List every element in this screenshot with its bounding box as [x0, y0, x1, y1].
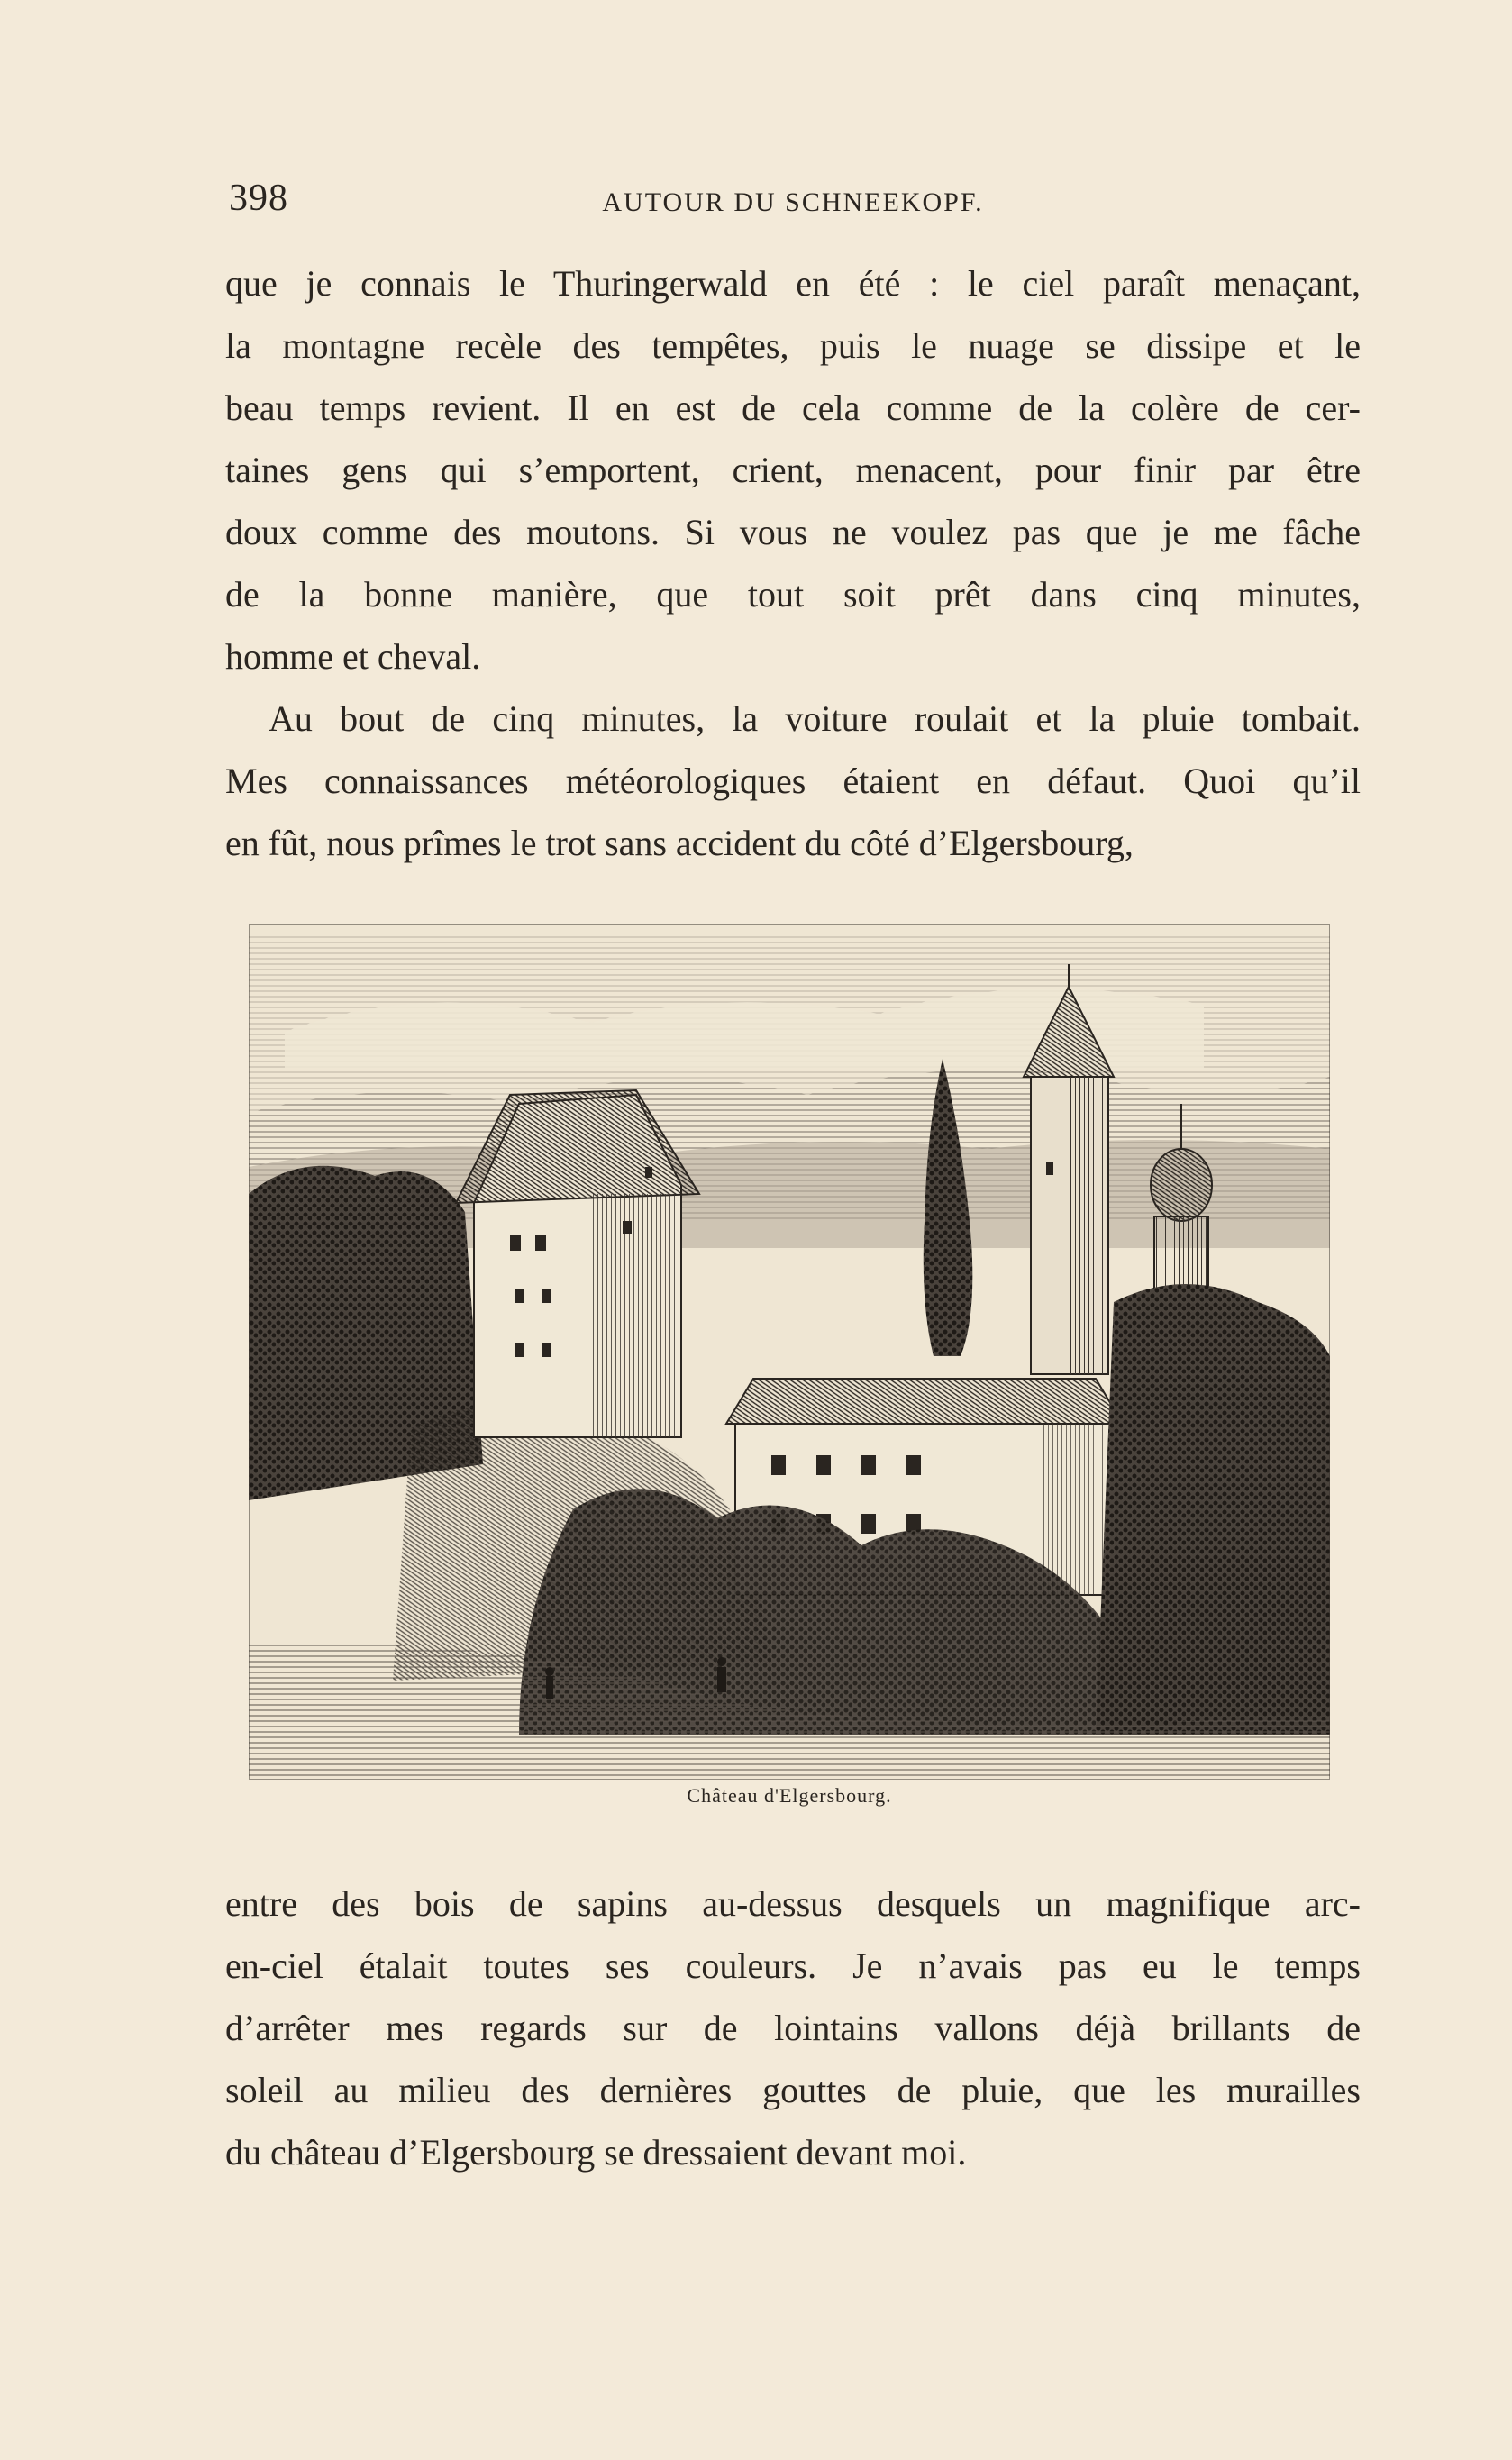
text-line: du château d’Elgersbourg se dressaient devant moi.: [225, 2132, 967, 2173]
text-line: Mes connaissances météorologiques étaient en défaut. Quoi qu’il: [225, 761, 1361, 801]
text-line: d’arrêter mes regards sur de lointains vallons déjà brillants de: [225, 2008, 1361, 2048]
page-header: [225, 177, 1361, 222]
text-line: entre des bois de sapins au-dessus desquels un magnifique arc-: [225, 1883, 1361, 1924]
text-line: soleil au milieu des dernières gouttes de pluie, que les murailles: [225, 2070, 1361, 2110]
paragraph: [225, 252, 1361, 688]
text-block-top: [225, 252, 1361, 874]
page-number: 398: [229, 178, 288, 219]
illustration-caption: Château d'Elgersbourg.: [687, 1784, 892, 1807]
text-line: la montagne recèle des tempêtes, puis le nuage se dissipe et le: [225, 325, 1361, 366]
text-line: de la bonne manière, que tout soit prêt dans cinq minutes,: [225, 574, 1361, 615]
chateau-engraving: [249, 924, 1330, 1780]
text-line: beau temps revient. Il en est de cela comme de la colère de cer-: [225, 387, 1361, 428]
text-line: Au bout de cinq minutes, la voiture roulait et la pluie tombait.: [269, 698, 1361, 739]
text-line: que je connais le Thuringerwald en été : le ciel paraît menaçant,: [225, 263, 1361, 304]
text-line: en fût, nous prîmes le trot sans accident du côté d’Elgersbourg,: [225, 823, 1134, 863]
text-line: homme et cheval.: [225, 636, 481, 677]
text-line: doux comme des moutons. Si vous ne voulez pas que je me fâche: [225, 512, 1361, 552]
text-block-bottom: [225, 1872, 1361, 2183]
running-title: AUTOUR DU SCHNEEKOPF.: [602, 187, 984, 217]
paragraph: [225, 1872, 1361, 2183]
text-line: en-ciel étalait toutes ses couleurs. Je n’avais pas eu le temps: [225, 1945, 1361, 1986]
text-line: taines gens qui s’emportent, crient, menacent, pour finir par être: [225, 450, 1361, 490]
paragraph: [225, 688, 1361, 874]
